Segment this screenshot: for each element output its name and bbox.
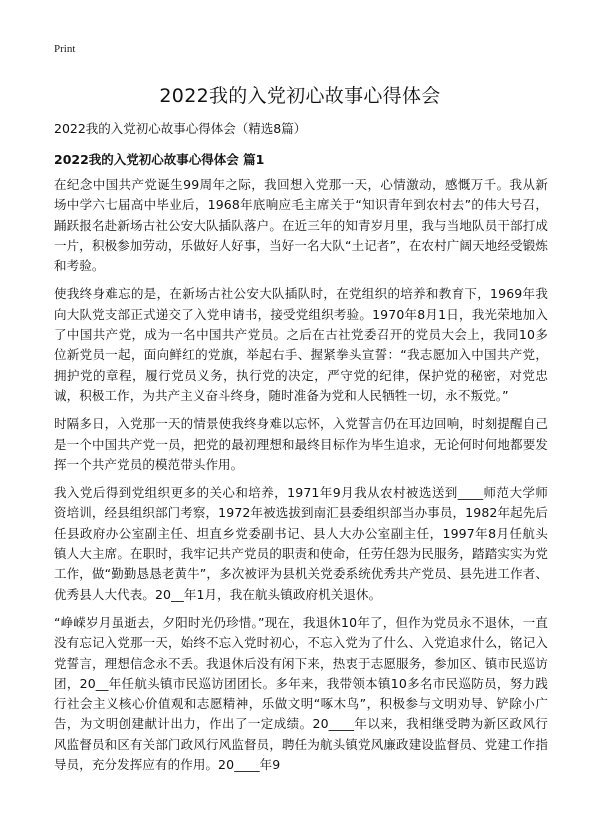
paragraph-4: 我入党后得到党组织更多的关心和培养，1971年9月我从农村被选送到____师范大学师资培训，经县组织部门考察，1972年被选拔到南汇县委组织部当办事员，1982年起先后任县政府办公室副主任、坦直乡党委副书记、县人大办公室副主任，1997年8月任航头镇人大主席。在职时，我牢记共产党员的职责和使命，任劳任怨为民服务，踏踏实实为党工作，做“勤勤恳恳老黄牛”，多次被评为县机关党委系统优秀共产党员、县先进工作者、优秀县人大代表。20__年1月，我在航头镇政府机关退休。 xyxy=(54,485,548,602)
paragraph-3: 时隔多日，入党那一天的情景使我终身难以忘怀，入党誓言仍在耳边回响，时刻提醒自己是一个中国共产党一员，把党的最初理想和最终目标作为毕生追求，无论何时何地都要发挥一个共产党员的模范带头作用。 xyxy=(54,416,548,472)
document-subtitle: 2022我的入党初心故事心得体会（精选8篇） xyxy=(54,121,307,136)
article-body xyxy=(54,175,548,783)
paragraph-2: 使我终身难忘的是，在新场古社公安大队插队时，在党组织的培养和教育下，1969年我向大队党支部正式递交了入党申请书，接受党组织考验。1970年8月1日，我光荣地加入了中国共产党，成为一名中国共产党员。之后在古社党委召开的党员大会上，我同10多位新党员一起，面向鲜红的党旗，举起右手、握紧拳头宣誓：“我志愿加入中国共产党，拥护党的章程，履行党员义务，执行党的决定，严守党的纪律，保护党的秘密，对党忠诚，积极工作，为共产主义奋斗终身，随时准备为党和人民牺牲一切，永不叛党。” xyxy=(54,286,548,403)
paragraph-1: 在纪念中国共产党诞生99周年之际，我回想入党那一天，心情激动，感慨万千。我从新场中学六七届高中毕业后，1968年底响应毛主席关于“知识青年到农村去”的伟大号召，踊跃报名赴新场古社公安大队插队落户。在近三年的知青岁月里，我与当地队员干部打成一片，积极参加劳动，乐做好人好事，当好一名大队“土记者”，在农村广阔天地经受锻炼和考验。 xyxy=(54,177,548,274)
section-heading: 2022我的入党初心故事心得体会 篇1 xyxy=(54,152,265,167)
page-title: 2022我的入党初心故事心得体会 xyxy=(159,85,441,107)
print-label: Print xyxy=(54,43,76,55)
paragraph-5: “峥嵘岁月虽逝去，夕阳时光仍珍惜。”现在，我退休10年了，但作为党员永不退休，一直没有忘记入党那一天，始终不忘入党时初心，不忘入党为了什么、入党追求什么，铭记入党誓言，理想信念永不丢。我退休后没有闲下来，热衷于志愿服务，参加区、镇市民巡访团，20__年任航头镇市民巡访团团长。多年来，我带领本镇10多名市民巡防员，努力践行社会主义核心价值观和志愿精神，乐做文明“啄木鸟”，积极参与文明劝导、铲除小广告，为文明创建献计出力，作出了一定成绩。20____年以来，我相继受聘为新区政风行风监督员和区有关部门政风行风监督员，聘任为航头镇党风廉政建设监督员、党建工作指导员，充分发挥应有的作用。20____年9 xyxy=(54,614,548,773)
